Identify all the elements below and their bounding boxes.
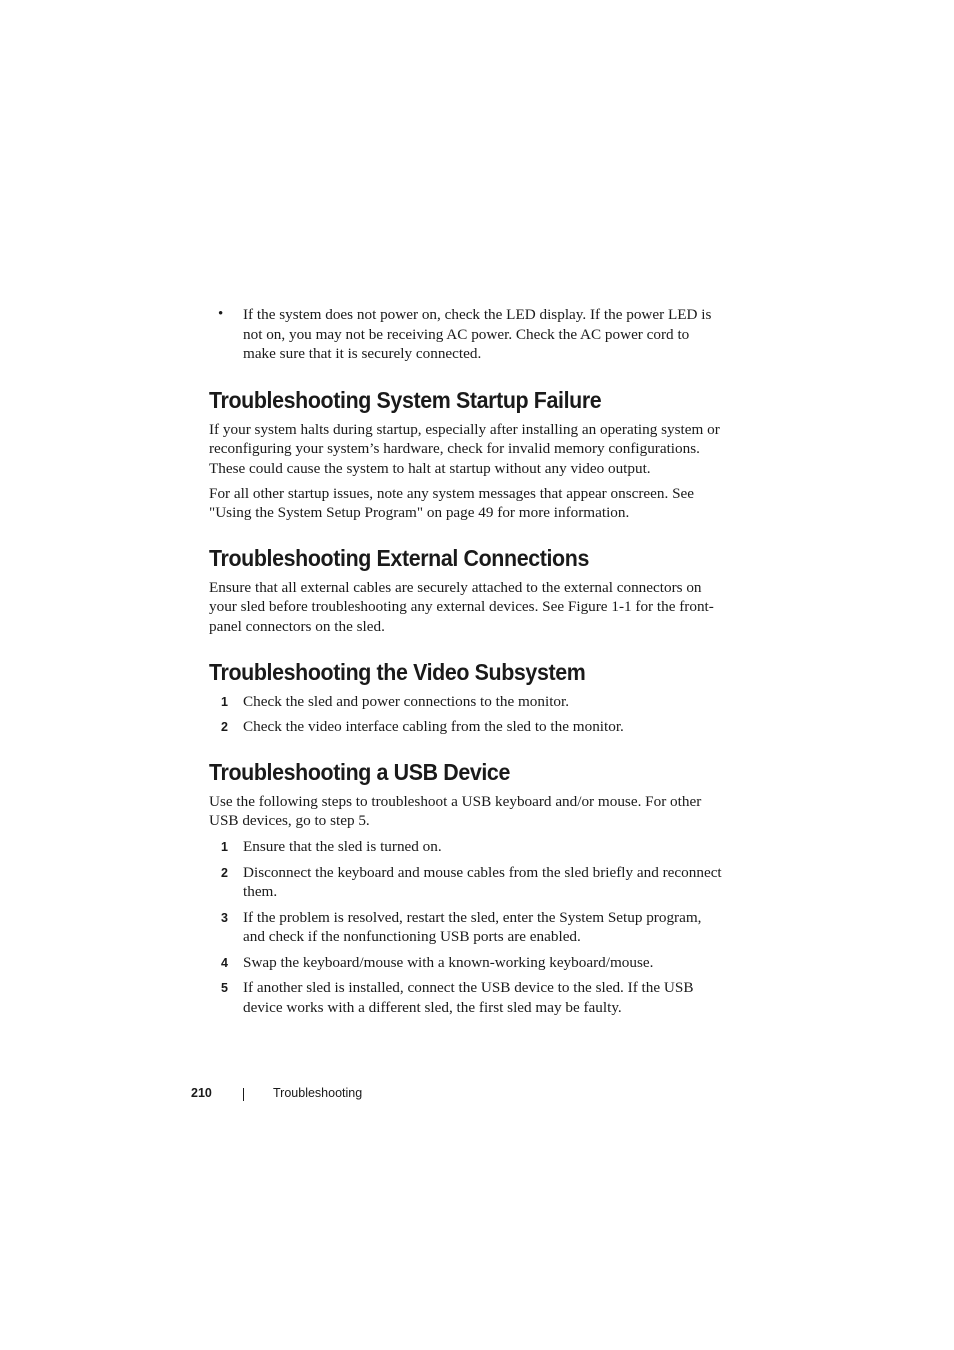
heading-startup-failure: Troubleshooting System Startup Failure: [209, 386, 602, 413]
step-number: 2: [221, 720, 228, 735]
step-text: If the problem is resolved, restart the sled, enter the System Setup program, and check if the nonfunctioning USB ports are enabled.: [243, 908, 702, 946]
step-number: 1: [221, 694, 228, 709]
usb-step: [209, 863, 724, 902]
step-number: 4: [221, 955, 228, 970]
step-number: 5: [221, 981, 228, 996]
footer-divider: [243, 1088, 244, 1101]
page-content: [209, 305, 724, 1018]
step-text: Disconnect the keyboard and mouse cables from the sled briefly and reconnect them.: [243, 863, 722, 901]
heading-external-connections: Troubleshooting External Connections: [209, 544, 589, 571]
step-text: Swap the keyboard/mouse with a known-working keyboard/mouse.: [243, 953, 654, 971]
bullet-text: If the system does not power on, check the LED display. If the power LED is not on, you may not be receiving AC power. Check the AC power cord to make sure that it is securely connected.: [243, 306, 712, 363]
paragraph-external: Ensure that all external cables are securely attached to the external connectors on your sled before troubleshooting any external devices. See Figure 1-1 for the front-panel connectors on the sled.: [209, 578, 714, 635]
step-text: If another sled is installed, connect the USB device to the sled. If the USB device works with a different sled, the first sled may be faulty.: [243, 979, 694, 1017]
paragraph-usb-intro: Use the following steps to troubleshoot a USB keyboard and/or mouse. For other USB devices, go to step 5.: [209, 792, 702, 830]
step-text: Ensure that the sled is turned on.: [243, 837, 442, 855]
heading-video-subsystem: Troubleshooting the Video Subsystem: [209, 658, 586, 685]
usb-step: [209, 908, 724, 947]
step-number: 2: [221, 865, 228, 880]
usb-step: [209, 978, 724, 1017]
usb-step: [209, 953, 724, 973]
bullet-marker: •: [218, 306, 224, 322]
step-number: 3: [221, 910, 228, 925]
heading-usb-device: Troubleshooting a USB Device: [209, 758, 510, 785]
step-text: Check the video interface cabling from the sled to the monitor.: [243, 718, 624, 736]
paragraph-startup-2: For all other startup issues, note any system messages that appear onscreen. See "Using the System Setup Program" on page 49 for more information.: [209, 484, 695, 522]
video-step: [209, 717, 724, 737]
paragraph-startup-1: If your system halts during startup, especially after installing an operating system or reconfiguring your system’s hardware, check for invalid memory configurations. These could cause the system to halt at startup without any video output.: [209, 420, 720, 477]
footer-section-name: Troubleshooting: [273, 1086, 363, 1100]
page-footer: [0, 1083, 954, 1103]
page-number: 210: [191, 1086, 212, 1100]
step-number: 1: [221, 839, 228, 854]
step-text: Check the sled and power connections to the monitor.: [243, 692, 570, 710]
usb-step: [209, 837, 724, 857]
video-step: [209, 692, 724, 712]
bullet-item: [209, 305, 724, 364]
